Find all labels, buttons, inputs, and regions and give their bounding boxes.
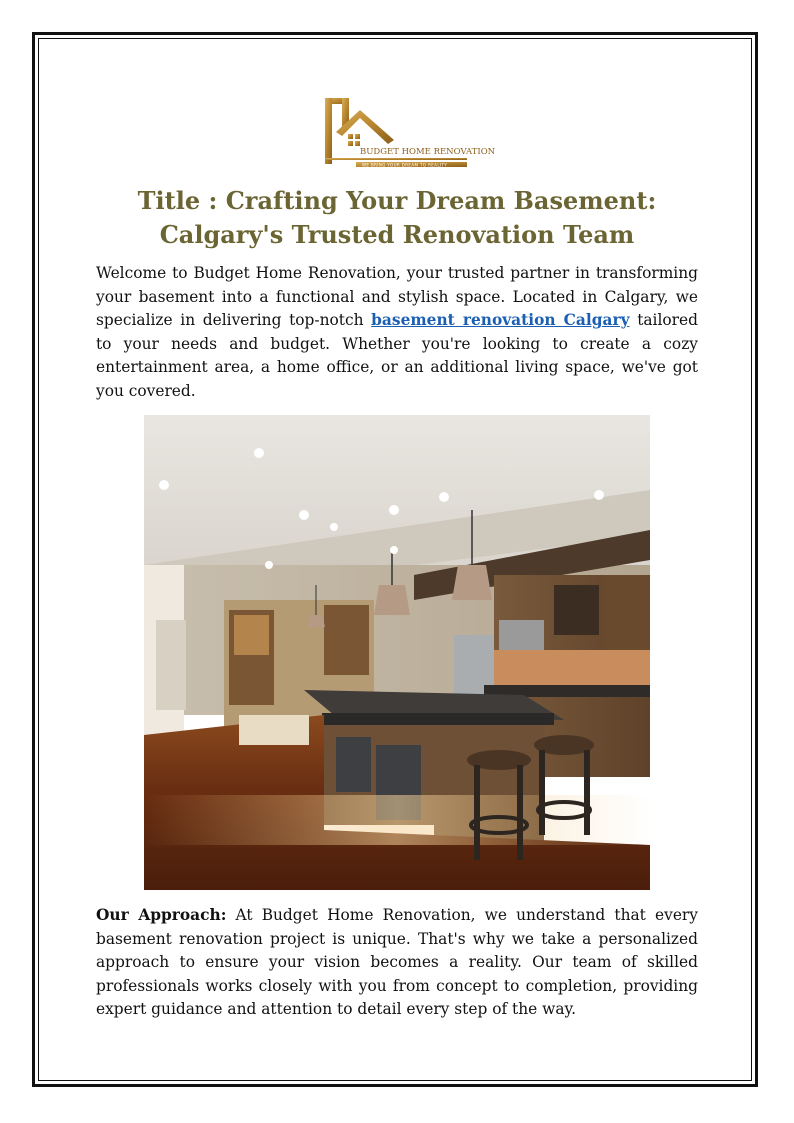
house-logo-icon <box>322 96 496 168</box>
page-title: Title : Crafting Your Dream Basement: Calgary's Trusted Renovation Team <box>137 186 657 249</box>
intro-paragraph <box>96 262 698 404</box>
kitchen-image <box>144 415 650 890</box>
intro-text-start: Welcome to Budget Home Renovation, your trusted partner in transforming your basement into a functional and stylish space. Located in Calgary, we specialize in delivering top-notch <box>96 264 698 330</box>
svg-text:WE BRING YOUR DREAM TO REALITY: WE BRING YOUR DREAM TO REALITY <box>362 162 448 168</box>
company-logo <box>322 96 496 168</box>
basement-kitchen-photo <box>144 415 650 890</box>
basement-renovation-link[interactable]: basement renovation Calgary <box>371 311 630 330</box>
intro-text-end: tailored to your needs and budget. Whether you're looking to create a cozy entertainment area, a home office, or an additional living space, we've got you covered. <box>96 311 698 400</box>
approach-text: At Budget Home Renovation, we understand that every basement renovation project is unique. That's why we take a personalized approach to ensure your vision becomes a reality. Our team of skilled professionals works closely with you from concept to completion, providing expert guidance and attention to detail every step of the way. <box>96 906 698 1019</box>
approach-heading: Our Approach: <box>96 906 227 924</box>
approach-paragraph <box>96 904 698 1022</box>
svg-text:BUDGET HOME RENOVATION: BUDGET HOME RENOVATION <box>360 147 496 157</box>
